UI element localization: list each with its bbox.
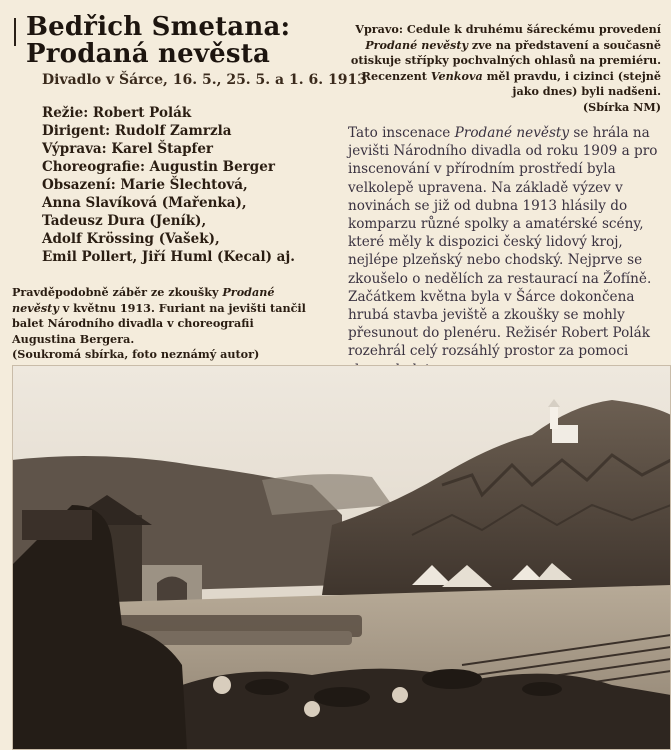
caption-source: (Sbírka NM): [582, 99, 661, 114]
credits-list: [42, 104, 295, 266]
caption-italic: Prodané nevěsty: [12, 285, 275, 315]
subtitle: Divadlo v Šárce, 16. 5., 25. 5. a 1. 6. 1913: [42, 72, 367, 88]
body-italic: Prodané nevěsty: [454, 125, 570, 141]
credit-line: Dirigent: Rudolf Zamrzla: [42, 123, 232, 139]
historical-photo: [12, 365, 671, 750]
credit-line: Režie: Robert Polák: [42, 105, 192, 121]
credit-line: Tadeusz Dura (Jeník),: [42, 213, 207, 229]
caption-italic: Venkova: [430, 68, 483, 83]
photo-caption: [12, 285, 312, 363]
body-paragraph: [348, 124, 660, 379]
title-line-2: Prodaná nevěsta: [26, 39, 271, 69]
page-title: [26, 14, 334, 68]
chapel-tower: [550, 407, 558, 429]
photo-illustration: [12, 365, 671, 750]
caption-text: Pravděpodobně záběr ze zkoušky: [12, 285, 223, 299]
credit-line: Adolf Krössing (Vašek),: [42, 231, 220, 247]
caption-source: (Soukromá sbírka, foto neznámý autor): [12, 347, 260, 361]
foreground-crowd: [172, 669, 671, 750]
credit-line: Obsazení: Marie Šlechtová,: [42, 177, 248, 193]
body-text: Tato inscenace: [348, 125, 455, 141]
body-text: se hrála na jevišti Národního divadla od roku 1909 a pro inscenování v přírodním prostředí byla velkolepě upravena. Na základě výzev v novinách se již od dubna 1913 hlásily do komparzu různé spolky a amatérské scény, které měly k dispozici český lidový kroj, nejlépe plzeňský nebo chodský. Nejprve se zkoušelo o nedělích za restaurací na Žofíně. Začátkem května byla v Šárce dokončena hrubá stavba jeviště a zkoušky se mohly přesunout do plenéru. Režisér Robert Polák rozehrál celý rozsáhlý prostor za pomoci: [348, 125, 658, 360]
caption-text: Vpravo: Cedule k druhému šáreckému provedení: [355, 22, 661, 36]
spectator-hat: [22, 510, 92, 540]
credit-line: Emil Pollert, Jiří Huml (Kecal) aj.: [42, 249, 295, 265]
credit-line: Anna Slavíková (Mařenka),: [42, 195, 247, 211]
title-marker: [14, 18, 16, 46]
caption-text: měl pravdu, i cizinci (stejně jako dnes) byli nadšeni.: [482, 68, 661, 98]
title-block: [14, 14, 334, 68]
title-line-1: Bedřich Smetana:: [26, 12, 291, 42]
credit-line: Choreografie: Augustin Berger: [42, 159, 275, 175]
poster-caption: [341, 22, 661, 115]
caption-italic: Prodané nevěsty: [365, 37, 469, 52]
credit-line: Výprava: Karel Štapfer: [42, 141, 214, 157]
caption-text: v květnu 1913. Furiant na jevišti tančil balet Národního divadla v choreografii Augustina Bergera.: [12, 300, 306, 346]
caption-text: zve na představení a současně otiskuje střípky pochvalných ohlasů na premiéru. Recenzent: [350, 37, 661, 83]
